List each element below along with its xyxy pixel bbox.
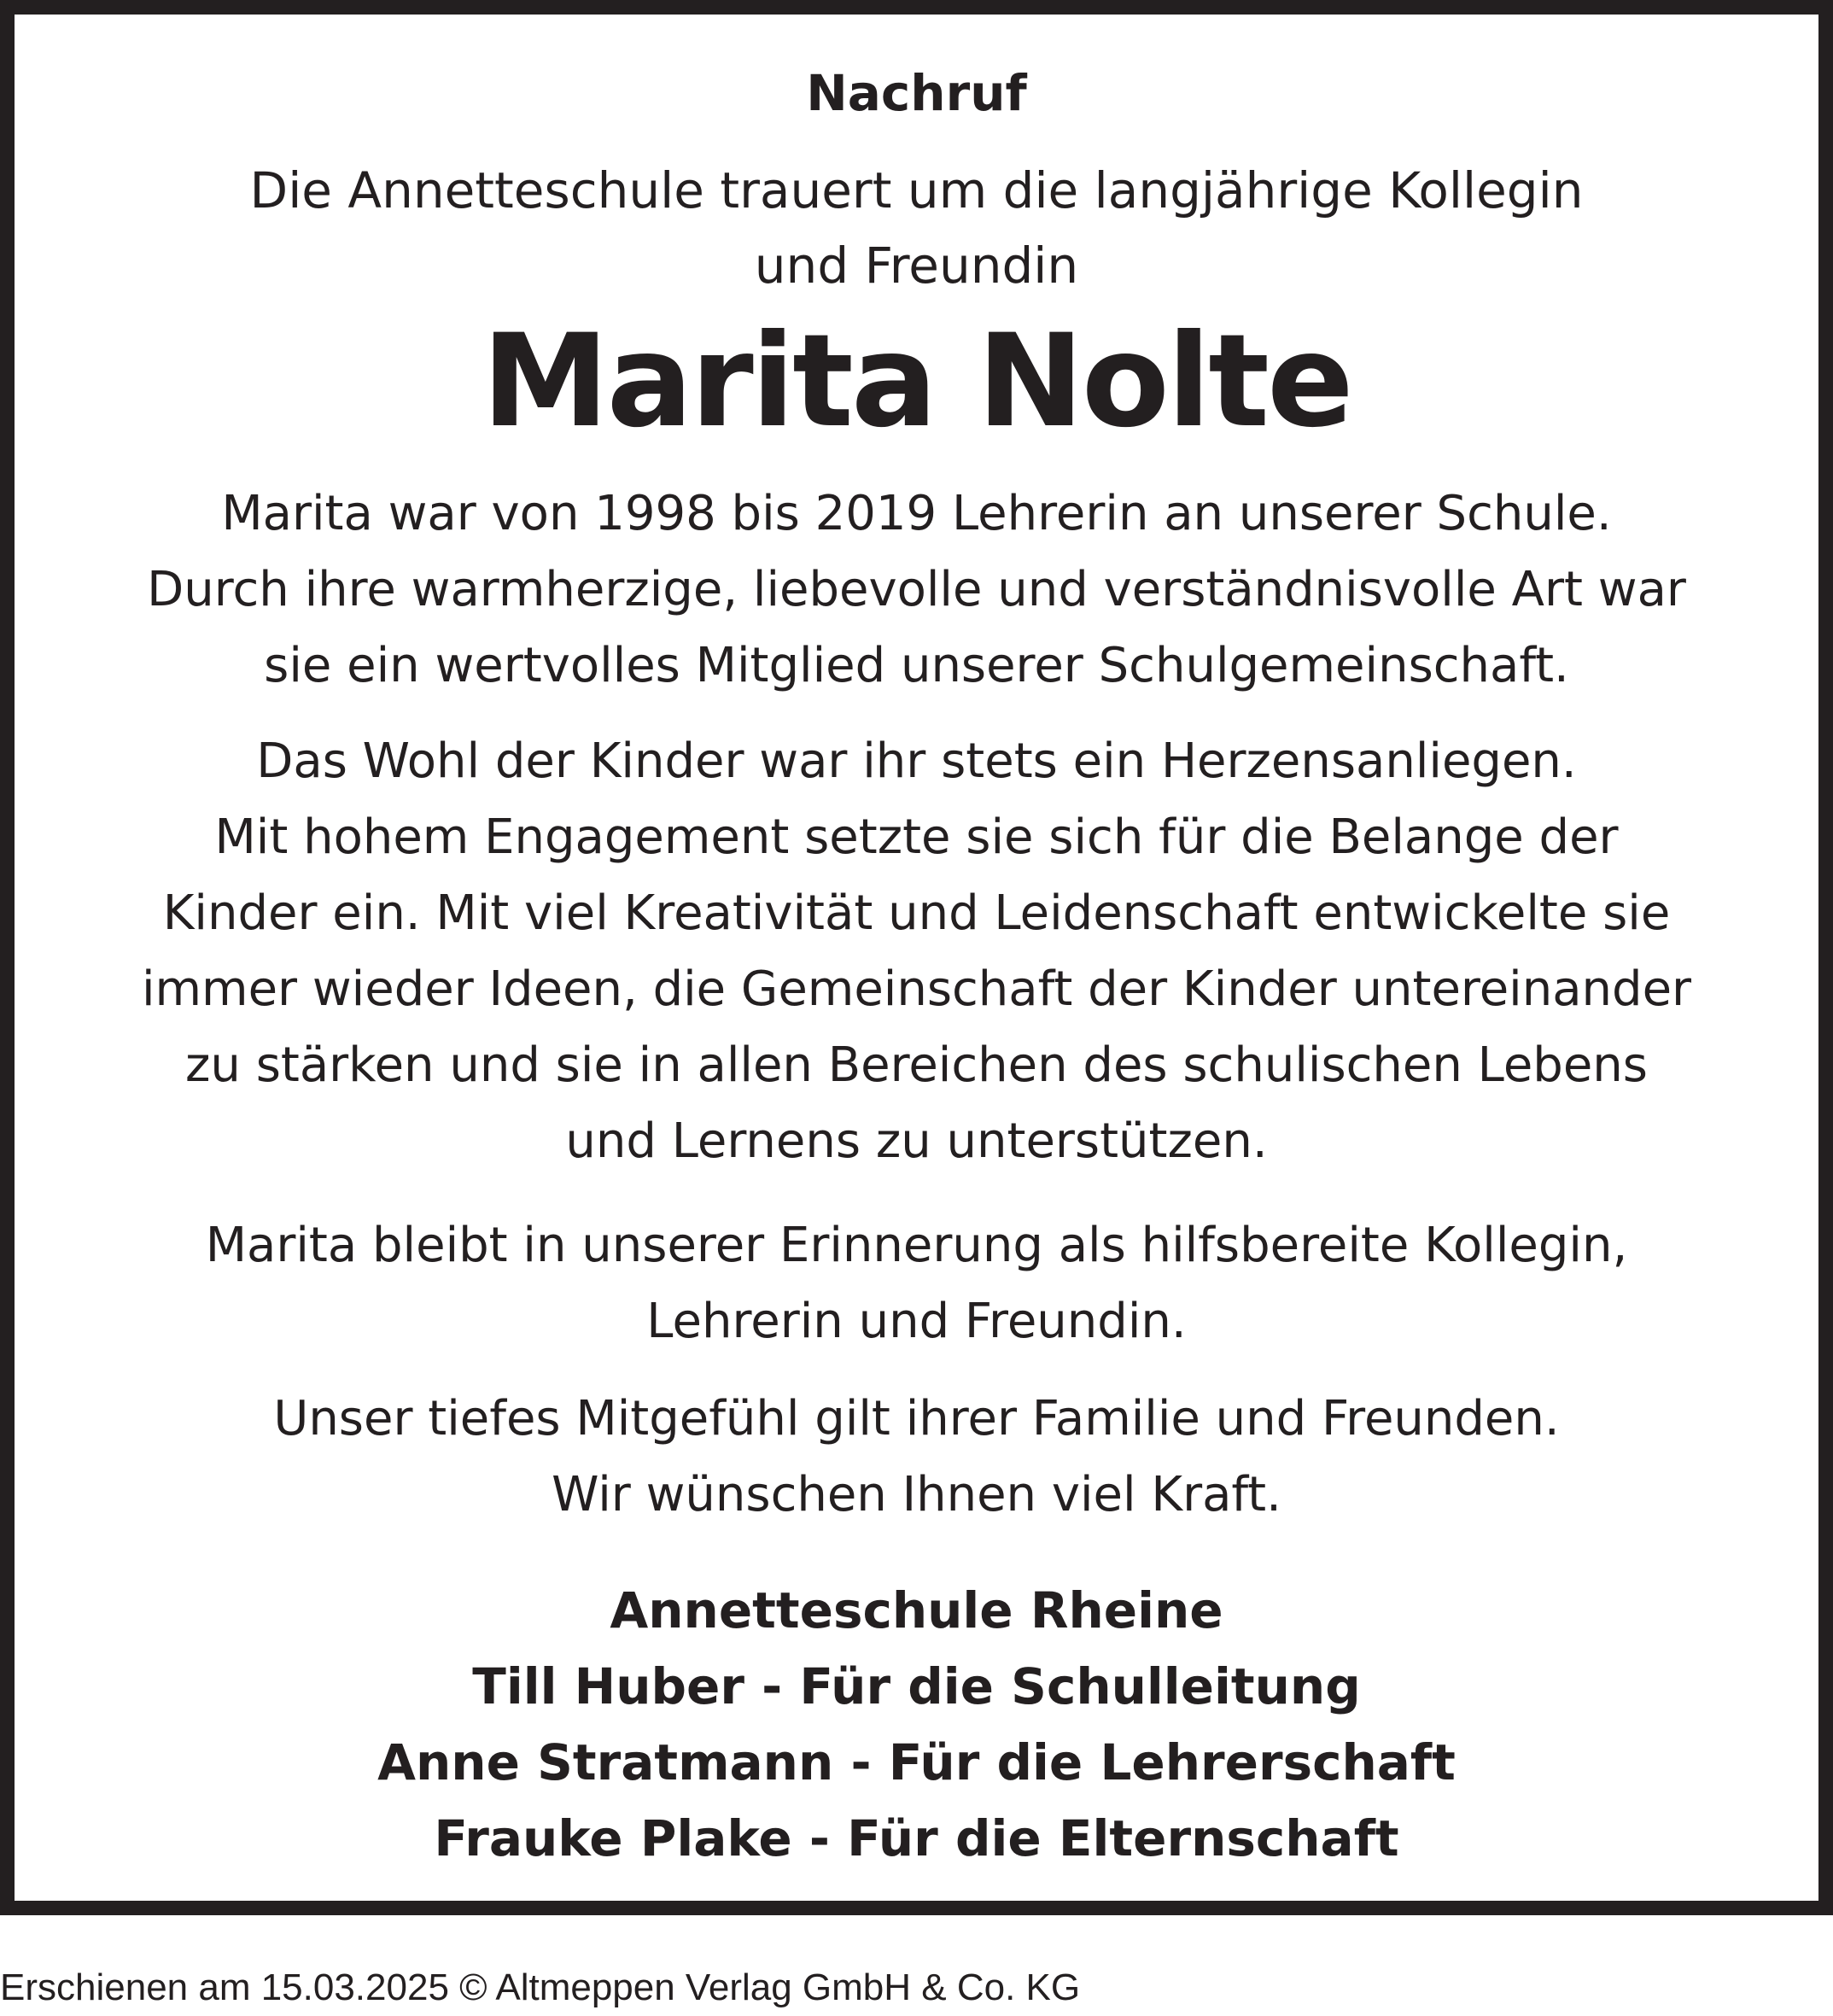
- paragraph-dedication: [29, 723, 1804, 1179]
- paragraph-line: Kinder ein. Mit viel Kreativität und Leidenschaft entwickelte sie: [162, 885, 1671, 941]
- paragraph-line: Marita bleibt in unserer Erinnerung als hilfsbereite Kollegin,: [205, 1218, 1628, 1273]
- signature-block: [29, 1573, 1804, 1877]
- paragraph-remembrance: [29, 1207, 1804, 1359]
- paragraph-line: Das Wohl der Kinder war ihr stets ein Herzensanliegen.: [256, 733, 1577, 789]
- paragraph-line: Lehrerin und Freundin.: [646, 1294, 1187, 1349]
- paragraph-line: Durch ihre warmherzige, liebevolle und verständnisvolle Art war: [147, 562, 1686, 617]
- paragraph-line: und Lernens zu unterstützen.: [565, 1113, 1268, 1169]
- obituary-heading: [29, 56, 1804, 131]
- signature-line: Till Huber - Für die Schulleitung: [472, 1657, 1361, 1715]
- paragraph-line: Wir wünschen Ihnen viel Kraft.: [552, 1467, 1281, 1522]
- paragraph-line: sie ein wertvolles Mitglied unserer Schulgemeinschaft.: [264, 638, 1569, 693]
- heading-text: Nachruf: [806, 64, 1027, 122]
- paragraph-line: immer wieder Ideen, die Gemeinschaft der Kinder untereinander: [141, 961, 1692, 1017]
- signature-school: Annetteschule Rheine: [610, 1581, 1223, 1639]
- intro-text: [29, 153, 1804, 303]
- intro-line: Die Annetteschule trauert um die langjährige Kollegin: [249, 161, 1584, 219]
- paragraph-line: Mit hohem Engagement setzte sie sich für die Belange der: [214, 809, 1619, 865]
- intro-line: und Freundin: [754, 237, 1079, 295]
- paragraph-line: Unser tiefes Mitgefühl gilt ihrer Familie und Freunden.: [273, 1391, 1560, 1446]
- publication-footer: Erschienen am 15.03.2025 © Altmeppen Verlag GmbH & Co. KG: [0, 1966, 1081, 2008]
- paragraph-line: zu stärken und sie in allen Bereichen des schulischen Lebens: [185, 1037, 1648, 1093]
- paragraph-condolence: [29, 1381, 1804, 1533]
- deceased-name-text: Marita Nolte: [482, 307, 1351, 456]
- paragraph-career: [29, 476, 1804, 704]
- signature-line: Frauke Plake - Für die Elternschaft: [434, 1809, 1399, 1867]
- deceased-name: [29, 309, 1804, 454]
- signature-line: Anne Stratmann - Für die Lehrerschaft: [377, 1733, 1456, 1791]
- paragraph-line: Marita war von 1998 bis 2019 Lehrerin an unserer Schule.: [221, 486, 1612, 541]
